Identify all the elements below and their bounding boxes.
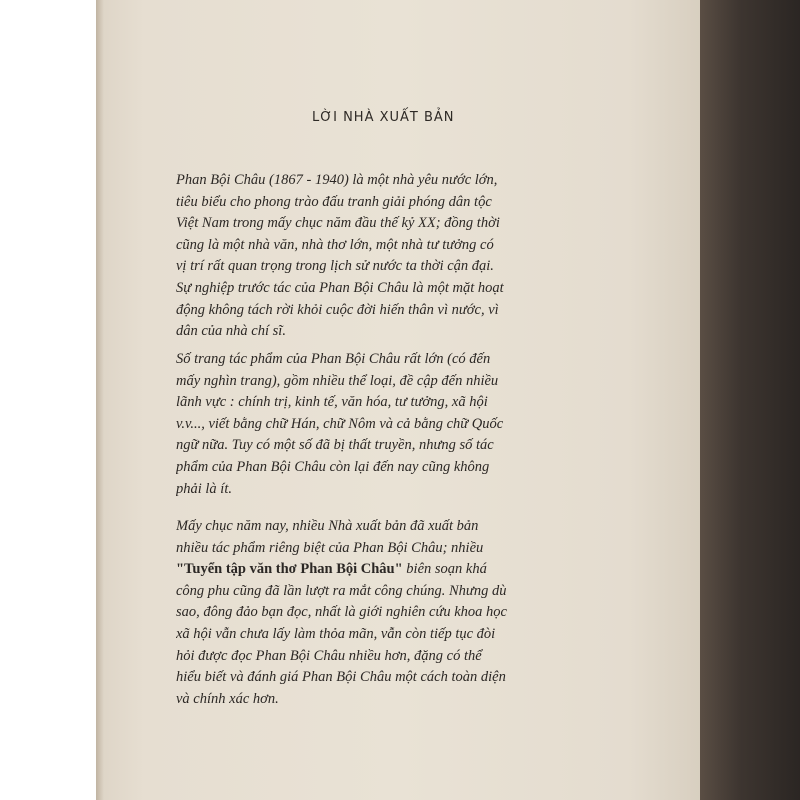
book-title-bold: "Tuyển tập văn thơ Phan Bội Châu"	[176, 561, 403, 578]
paragraph-line: nhiều tác phẩm riêng biệt của Phan Bội Châu; nhiều	[176, 539, 484, 556]
paragraph-line: ngữ nữa. Tuy có một số đã bị thất truyền, nhưng số tác	[176, 437, 494, 454]
page-gutter-shadow	[96, 0, 104, 800]
paragraph-3	[176, 516, 704, 710]
paragraph-line: vị trí rất quan trọng trong lịch sử nước ta thời cận đại.	[176, 258, 494, 275]
paragraph-line: công phu cũng đã lần lượt ra mắt công chúng. Nhưng dù	[176, 582, 507, 599]
paragraph-line	[176, 559, 704, 581]
paragraph-line: tiêu biểu cho phong trào đấu tranh giải phóng dân tộc	[176, 193, 492, 210]
paragraph-line: v.v..., viết bằng chữ Hán, chữ Nôm và cả bằng chữ Quốc	[176, 415, 504, 432]
paragraph-line: động không tách rời khỏi cuộc đời hiến thân vì nước, vì	[176, 301, 499, 318]
paragraph-line: phẩm của Phan Bội Châu còn lại đến nay cũng không	[176, 458, 490, 475]
book-cover-edge	[700, 0, 800, 800]
paragraph-line: Số trang tác phẩm của Phan Bội Châu rất lớn (có đến	[176, 351, 491, 367]
paragraph-line: lãnh vực : chính trị, kinh tế, văn hóa, tư tưởng, xã hội	[176, 394, 488, 411]
paragraph-line: xã hội vẫn chưa lấy làm thỏa mãn, vẫn còn tiếp tục đòi	[176, 625, 496, 642]
paragraph-line: hỏi được đọc Phan Bội Châu nhiều hơn, đặng có thể	[176, 647, 482, 664]
paragraph-line: cũng là một nhà văn, nhà thơ lớn, một nhà tư tưởng có	[176, 236, 494, 253]
paragraph-line: dân của nhà chí sĩ.	[176, 323, 286, 340]
paragraph-line: Sự nghiệp trước tác của Phan Bội Châu là một mặt hoạt	[176, 279, 504, 296]
page-heading: LỜI NHÀ XUẤT BẢN	[312, 110, 455, 125]
paragraph-line: Phan Bội Châu (1867 - 1940) là một nhà yêu nước lớn,	[176, 172, 498, 188]
paragraph-line: Việt Nam trong mấy chục năm đầu thế kỷ XX; đồng thời	[176, 215, 500, 232]
paragraph-line-rest: biên soạn khá	[402, 561, 487, 578]
paragraph-line: Mấy chục năm nay, nhiều Nhà xuất bản đã xuất bản	[176, 518, 479, 534]
paragraph-2	[176, 349, 704, 500]
paragraph-line: phải là ít.	[176, 480, 232, 497]
paragraph-1	[176, 170, 704, 343]
paragraph-line: và chính xác hơn.	[176, 690, 279, 707]
paragraph-line: sao, đông đảo bạn đọc, nhất là giới nghiên cứu khoa học	[176, 604, 507, 621]
paragraph-line: mấy nghìn trang), gồm nhiều thể loại, đề cập đến nhiều	[176, 372, 499, 389]
paragraph-line: hiểu biết và đánh giá Phan Bội Châu một cách toàn diện	[176, 669, 506, 686]
